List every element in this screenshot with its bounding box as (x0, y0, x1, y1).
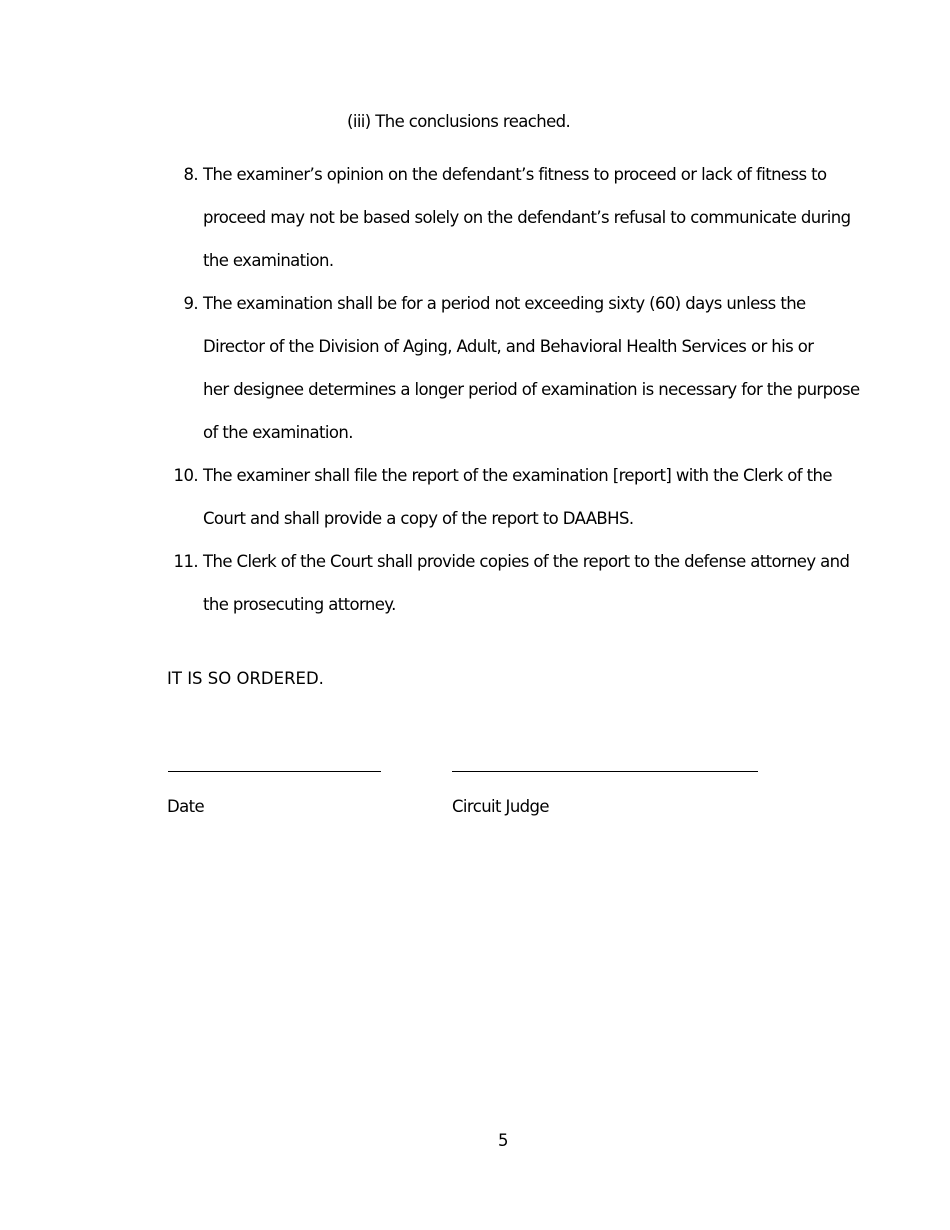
page-number: 5 (498, 1131, 508, 1150)
list-item-line: The examination shall be for a period not exceeding sixty (60) days unless the (203, 294, 806, 313)
list-item-line: proceed may not be based solely on the defendant’s refusal to communicate during (203, 208, 851, 227)
list-item-number: 9. (183, 294, 198, 313)
list-item-body (203, 540, 850, 626)
judge-signature-line (452, 771, 758, 772)
list-item-line: The Clerk of the Court shall provide copies of the report to the defense attorney and (203, 552, 850, 571)
list-item-line: the examination. (203, 251, 334, 270)
date-signature-line (168, 771, 381, 772)
so-ordered-heading: IT IS SO ORDERED. (167, 669, 324, 688)
list-item-line: her designee determines a longer period of examination is necessary for the purpose (203, 380, 860, 399)
list-item-line: Director of the Division of Aging, Adult, and Behavioral Health Services or his or (203, 337, 814, 356)
list-item-body (203, 282, 860, 454)
list-item-line: of the examination. (203, 423, 353, 442)
list-item-number: 11. (173, 552, 198, 571)
list-item-number: 8. (183, 165, 198, 184)
list-item-line: The examiner shall file the report of the examination [report] with the Clerk of the (203, 466, 832, 485)
list-item-body (203, 153, 851, 282)
list-item-10 (168, 454, 848, 540)
numbered-list (168, 153, 860, 626)
list-item-number: 10. (173, 466, 198, 485)
date-label: Date (167, 797, 205, 816)
list-item-line: The examiner’s opinion on the defendant’s fitness to proceed or lack of fitness to (203, 165, 827, 184)
circuit-judge-label: Circuit Judge (452, 797, 549, 816)
list-item-line: the prosecuting attorney. (203, 595, 396, 614)
list-item-11 (168, 540, 848, 626)
list-item-line: Court and shall provide a copy of the report to DAABHS. (203, 509, 634, 528)
list-item-body (203, 454, 843, 540)
list-item-8 (168, 153, 851, 282)
list-item-9 (168, 282, 860, 454)
sub-item-iii: (iii) The conclusions reached. (347, 112, 571, 131)
